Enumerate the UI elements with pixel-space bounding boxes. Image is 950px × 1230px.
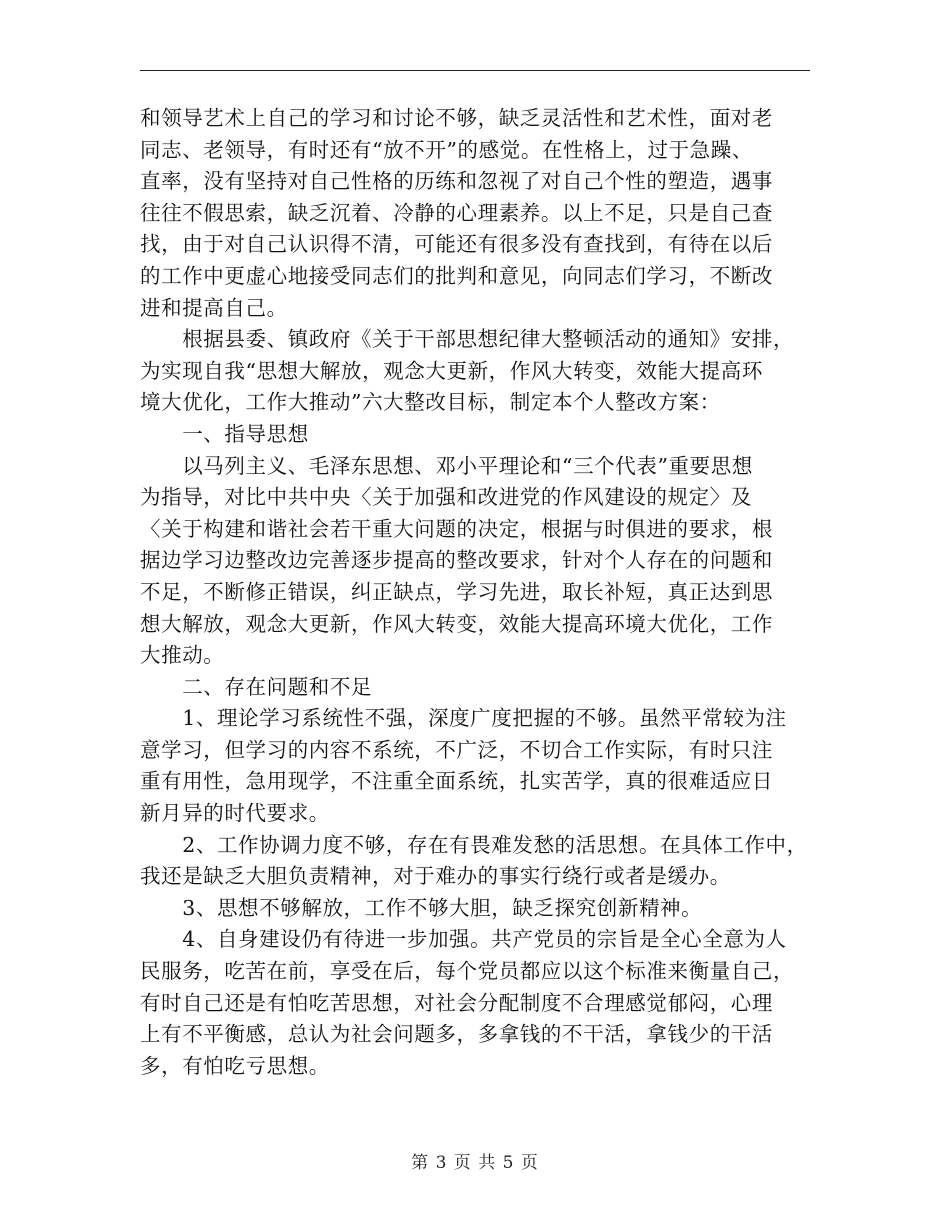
- text-line: 和领导艺术上自己的学习和讨论不够，缺乏灵活性和艺术性，面对老: [140, 106, 773, 130]
- text-line: 新月异的时代要求。: [140, 801, 330, 826]
- text-line: 二、存在问题和不足: [140, 674, 373, 699]
- text-line: 不足，不断修正错误，纠正缺点，学习先进，取长补短，真正达到思: [140, 579, 773, 604]
- text-line: 境大优化，工作大推动”六大整改目标，制定本个人整改方案：: [140, 390, 721, 415]
- text-line: 据边学习边整改边完善逐步提高的整改要求，针对个人存在的问题和: [140, 548, 773, 573]
- text-line: 多，有怕吃亏思想。: [140, 1053, 330, 1078]
- text-line: 大推动。: [140, 643, 225, 668]
- body-text: [140, 103, 808, 1082]
- text-line: 根据县委、镇政府《关于干部思想纪律大整顿活动的通知》安排，: [140, 327, 795, 352]
- page-footer: 第 3 页 共 5 页: [411, 1153, 539, 1173]
- text-line: 重有用性，急用现学，不注重全面系统，扎实苦学，真的很难适应日: [140, 769, 773, 794]
- text-line: 我还是缺乏大胆负责精神，对于难办的事实行绕行或者是缓办。: [140, 864, 731, 889]
- header-rule: [140, 70, 810, 71]
- text-line: 以马列主义、毛泽东思想、邓小平理论和“三个代表”重要思想: [140, 453, 753, 478]
- text-line: 3、思想不够解放，工作不够大胆，缺乏探究创新精神。: [140, 895, 703, 920]
- text-line: 民服务，吃苦在前，享受在后，每个党员都应以这个标准来衡量自己，: [140, 959, 795, 984]
- text-line: 1、理论学习系统性不强，深度广度把握的不够。虽然平常较为注: [140, 706, 787, 731]
- text-line: 意学习，但学习的内容不系统，不广泛，不切合工作实际，有时只注: [140, 737, 773, 762]
- text-line: 进和提高自己。: [140, 295, 288, 320]
- text-line: 2、工作协调力度不够，存在有畏难发愁的活思想。在具体工作中，: [140, 832, 808, 857]
- text-line: 4、自身建设仍有待进一步加强。共产党员的宗旨是全心全意为人: [140, 927, 787, 952]
- text-line: 往往不假思索，缺乏沉着、冷静的心理素养。以上不足，只是自己查: [140, 200, 773, 225]
- text-line: 同志、老领导，有时还有“放不开”的感觉。在性格上，过于急躁、: [140, 137, 753, 162]
- text-line: 想大解放，观念大更新，作风大转变，效能大提高环境大优化，工作: [140, 611, 773, 636]
- text-line: 直率，没有坚持对自己性格的历练和忽视了对自己个性的塑造，遇事: [140, 169, 773, 194]
- text-line: 有时自己还是有怕吃苦思想，对社会分配制度不合理感觉郁闷，心理: [140, 990, 773, 1015]
- text-line: 为指导，对比中共中央〈关于加强和改进党的作风建设的规定〉及: [140, 485, 752, 510]
- text-line: 找，由于对自己认识得不清，可能还有很多没有查找到，有待在以后: [140, 232, 773, 257]
- text-line: 一、指导思想: [140, 421, 309, 446]
- text-line: 上有不平衡感，总认为社会问题多，多拿钱的不干活，拿钱少的干活: [140, 1022, 773, 1047]
- text-line: 〈关于构建和谐社会若干重大问题的决定，根据与时俱进的要求，根: [140, 516, 773, 541]
- text-line: 的工作中更虚心地接受同志们的批判和意见，向同志们学习，不断改: [140, 263, 773, 288]
- text-line: 为实现自我“思想大解放，观念大更新，作风大转变，效能大提高环: [140, 358, 763, 383]
